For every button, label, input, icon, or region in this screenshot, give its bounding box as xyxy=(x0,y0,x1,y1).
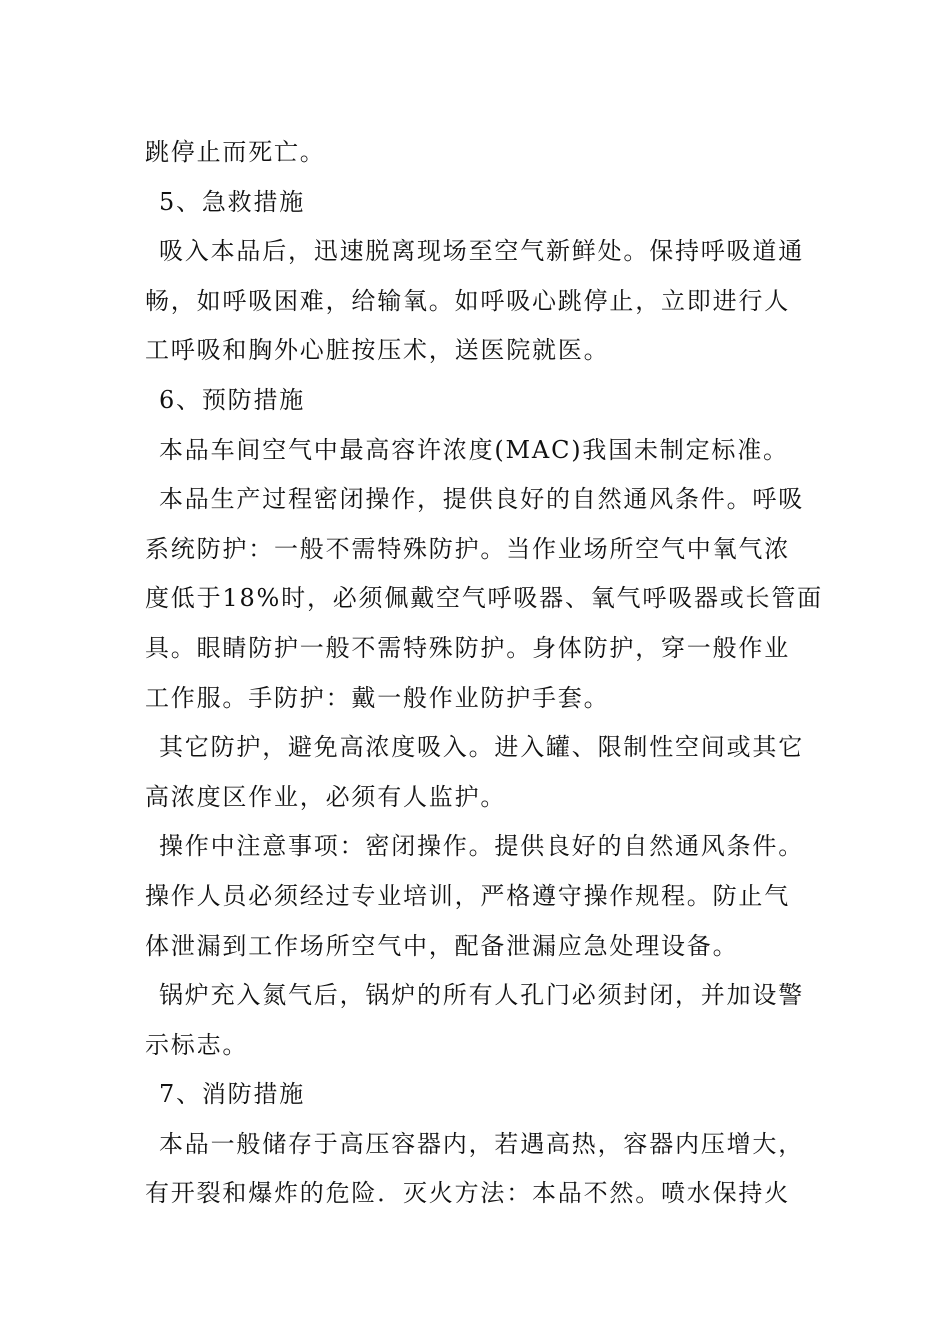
text-line: 工呼吸和胸外心脏按压术，送医院就医。 xyxy=(145,336,610,365)
text-line: 有开裂和爆炸的危险．灭火方法：本品不然。喷水保持火 xyxy=(145,1179,790,1208)
text-line: 锅炉充入氮气后，锅炉的所有人孔门必须封闭，并加设警 xyxy=(159,981,804,1010)
section-heading: 5、急救措施 xyxy=(159,187,306,216)
text-line: 畅，如呼吸困难，给输氧。如呼吸心跳停止，立即进行人 xyxy=(145,286,790,315)
text-line: 示标志。 xyxy=(145,1030,249,1059)
text-line: 操作人员必须经过专业培训，严格遵守操作规程。防止气 xyxy=(145,881,790,910)
text-line: 本品车间空气中最高容许浓度(MAC)我国未制定标准。 xyxy=(159,435,789,464)
text-line: 系统防护：一般不需特殊防护。当作业场所空气中氧气浓 xyxy=(145,534,790,563)
text-line: 其它防护，避免高浓度吸入。进入罐、限制性空间或其它 xyxy=(159,733,804,762)
section-heading: 7、消防措施 xyxy=(159,1080,306,1109)
text-line: 吸入本品后，迅速脱离现场至空气新鲜处。保持呼吸道通 xyxy=(159,237,804,266)
text-line: 度低于18%时，必须佩戴空气呼吸器、氧气呼吸器或长管面 xyxy=(145,584,823,613)
text-line: 本品一般储存于高压容器内，若遇高热，容器内压增大， xyxy=(159,1129,804,1158)
text-line: 工作服。手防护：戴一般作业防护手套。 xyxy=(145,683,610,712)
document-body xyxy=(145,128,823,1219)
text-line: 操作中注意事项：密闭操作。提供良好的自然通风条件。 xyxy=(159,832,804,861)
text-line: 本品生产过程密闭操作，提供良好的自然通风条件。呼吸 xyxy=(159,485,804,514)
section-heading: 6、预防措施 xyxy=(159,385,306,414)
text-line: 具。眼睛防护一般不需特殊防护。身体防护，穿一般作业 xyxy=(145,633,790,662)
text-line: 跳停止而死亡。 xyxy=(145,138,326,166)
text-line: 体泄漏到工作场所空气中，配备泄漏应急处理设备。 xyxy=(145,931,739,960)
text-line: 高浓度区作业，必须有人监护。 xyxy=(145,782,507,811)
